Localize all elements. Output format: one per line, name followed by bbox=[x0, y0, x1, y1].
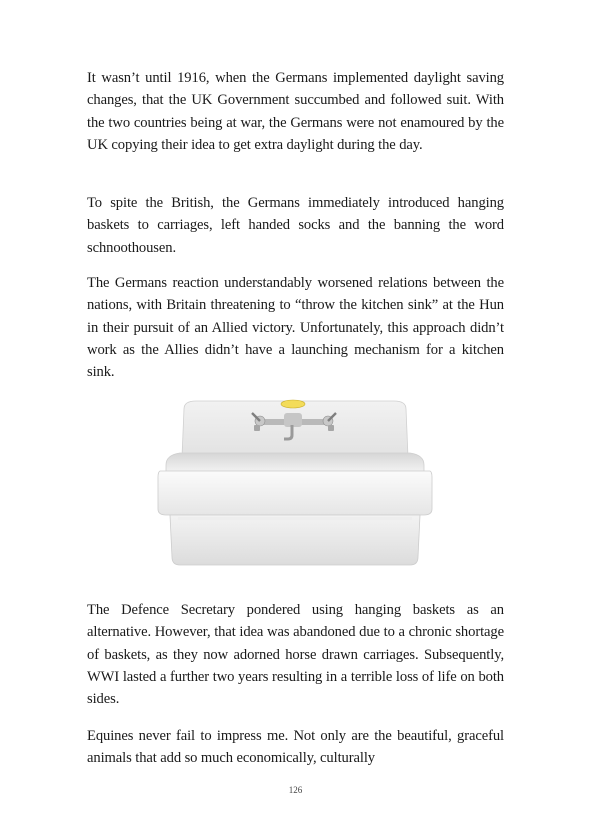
paragraph-equines: Equines never fail to impress me. Not only are the beautiful, graceful animals that add so much economically, culturally bbox=[87, 728, 504, 767]
paragraph-daylight-saving: It wasn’t until 1916, when the Germans implemented daylight saving changes, that the UK Government succumbed and followed suit. With the two countries being at war, the Germans were not enamoured by the UK copying their idea to get extra daylight during the day. bbox=[87, 70, 504, 153]
kitchen-sink-image bbox=[156, 399, 434, 569]
body-text-block bbox=[87, 67, 504, 156]
body-text-block bbox=[87, 272, 504, 383]
body-text-block bbox=[87, 192, 504, 259]
body-text-block bbox=[87, 725, 504, 770]
paragraph-kitchen-sink: The Germans reaction understandably worsened relations between the nations, with Britain threatening to “throw the kitchen sink” at the Hun in their pursuit of an Allied victory. Unfortunately, this approach didn’t work as the Allies didn’t have a launching mechanism for a kitchen sink. bbox=[87, 275, 504, 381]
page-number: 126 bbox=[288, 785, 303, 795]
body-text-block bbox=[87, 599, 504, 710]
paragraph-defence-secretary: The Defence Secretary pondered using hanging baskets as an alternative. However, that idea was abandoned due to a chronic shortage of baskets, as they now adorned horse drawn carriages. Subsequently, WWI lasted a further two years resulting in a terrible loss of life on both sides. bbox=[87, 602, 504, 708]
paragraph-spite-british: To spite the British, the Germans immediately introduced hanging baskets to carriages, left handed socks and the banning the word schnoothousen. bbox=[87, 195, 504, 256]
